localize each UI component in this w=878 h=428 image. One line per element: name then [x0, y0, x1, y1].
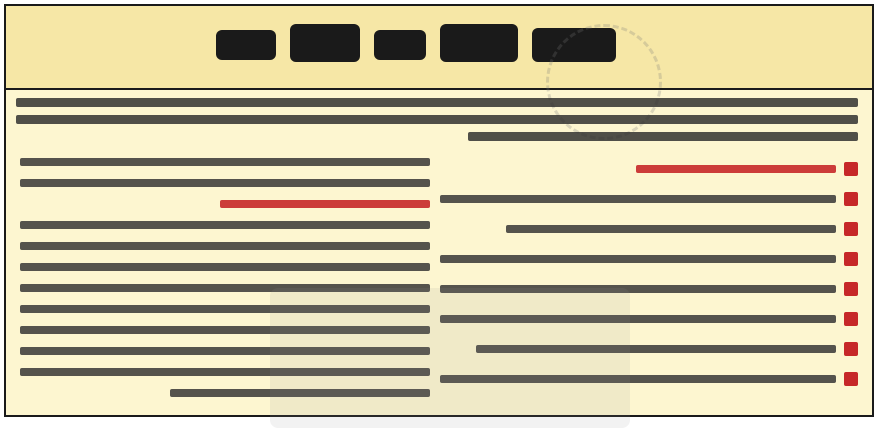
intro-line — [16, 98, 858, 107]
list-item — [440, 188, 858, 218]
item-marker — [844, 342, 858, 356]
list-item — [440, 158, 858, 188]
intro-line — [468, 132, 858, 141]
item-marker — [844, 252, 858, 266]
item-marker — [844, 372, 858, 386]
intro-line — [16, 115, 858, 124]
item-marker — [844, 222, 858, 236]
item-marker — [844, 192, 858, 206]
item-marker — [844, 162, 858, 176]
auction-notice — [4, 4, 874, 417]
watermark — [270, 288, 630, 428]
list-item — [440, 218, 858, 248]
item-marker — [844, 312, 858, 326]
notice-body — [20, 98, 858, 403]
headline-banner — [6, 6, 872, 90]
list-item — [440, 248, 858, 278]
item-marker — [844, 282, 858, 296]
